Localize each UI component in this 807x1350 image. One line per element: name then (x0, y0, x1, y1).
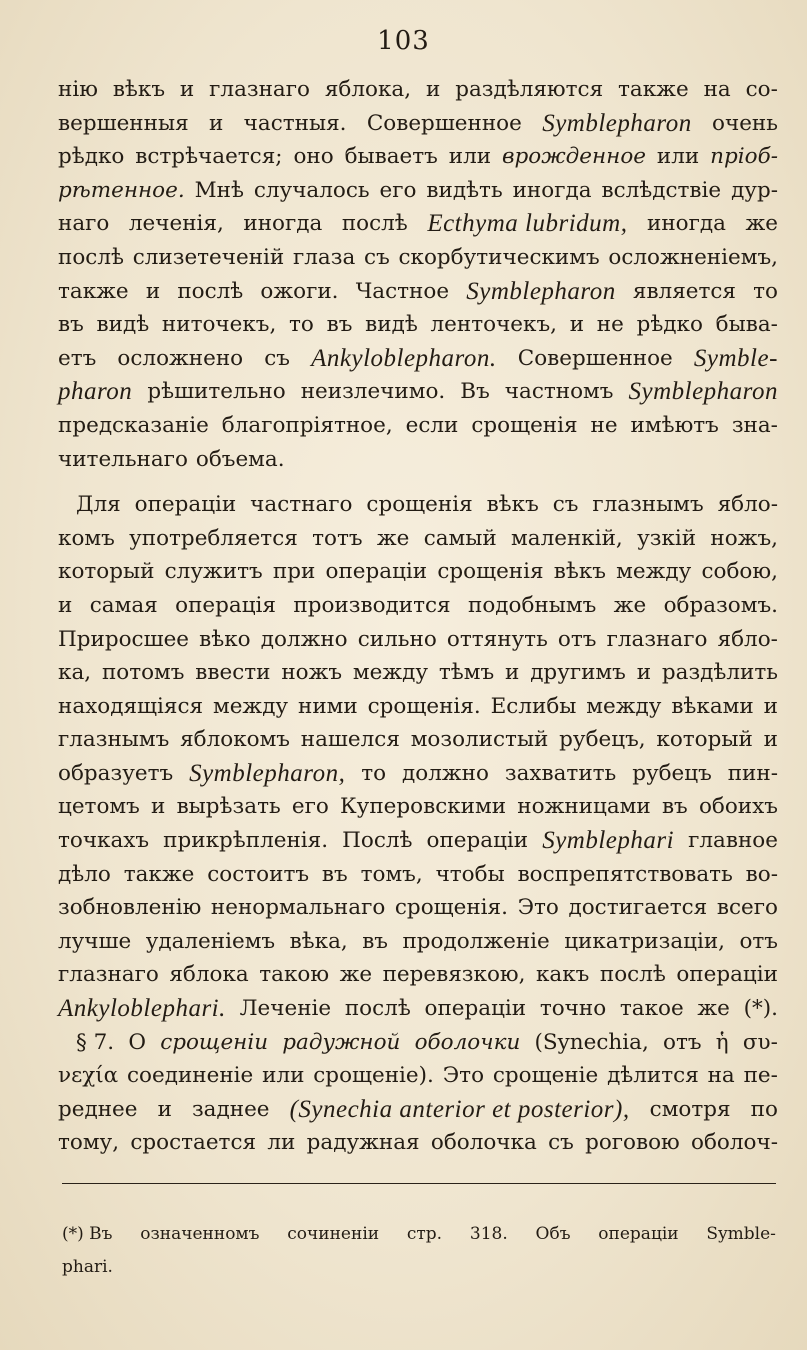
word: ввести (195, 660, 271, 686)
word: срощенія. (394, 895, 508, 921)
body-line (58, 1126, 778, 1160)
word: же (339, 962, 373, 988)
latin-term: Symblepharon, (189, 759, 346, 787)
body-line (58, 623, 778, 657)
word: такою (259, 962, 330, 988)
word: комъ (58, 525, 115, 551)
word: во- (745, 861, 778, 887)
word: вершенныя (58, 110, 189, 136)
word: также (58, 278, 129, 304)
word: прикрѣпленія. (163, 828, 329, 854)
word: или (262, 1063, 305, 1089)
word: и (425, 77, 441, 102)
word: О (128, 1029, 146, 1055)
word: глазнаго (58, 962, 159, 988)
word: операціи (424, 996, 527, 1022)
word: дур- (731, 177, 778, 203)
word: яблока, (324, 77, 412, 102)
word: (*) Въ (62, 1224, 113, 1244)
word: же (613, 592, 647, 618)
word: такое (619, 996, 684, 1022)
word: собою, (701, 559, 778, 585)
body-line (58, 443, 778, 477)
word: операціи (325, 559, 428, 585)
paragraph-break (58, 476, 778, 488)
word: какъ (535, 962, 590, 988)
word: должно (260, 626, 348, 652)
word: чительнаго (58, 446, 188, 472)
word: точкахъ (58, 828, 150, 854)
word: вѣками (671, 693, 754, 719)
body-line (58, 1059, 778, 1093)
word: то (289, 312, 314, 338)
word: Послѣ (342, 828, 413, 854)
word: оно (293, 144, 334, 170)
word: иногда (646, 211, 726, 237)
word: дѣлится (607, 1063, 699, 1089)
word: ябло- (717, 626, 778, 652)
word: и (151, 794, 166, 820)
word: отъ (739, 928, 778, 954)
body-line (58, 757, 778, 791)
word: ожоги. (260, 278, 339, 304)
word: срощенія (471, 412, 578, 438)
body-line (58, 308, 778, 342)
word: встрѣчается; (135, 144, 283, 170)
word: съ (548, 1130, 574, 1156)
word: рѣшительно (147, 379, 286, 405)
word: стр. (406, 1224, 443, 1244)
word: который (656, 727, 753, 753)
word: не (590, 412, 618, 438)
word: Совершенное (366, 110, 522, 136)
body-line (58, 342, 778, 376)
word: сростается (130, 1130, 257, 1156)
word: видѣть (426, 177, 503, 203)
word: ли (267, 1130, 296, 1156)
word: рубецъ, (559, 727, 646, 753)
word: послѣ (58, 244, 124, 270)
word: же (376, 525, 410, 551)
word: Совершенное (517, 345, 673, 371)
word: и (145, 278, 161, 304)
word: въ (362, 928, 388, 954)
word: зна- (731, 412, 778, 438)
word: послѣ (599, 962, 666, 988)
word: должно (402, 760, 489, 786)
body-line (58, 140, 778, 174)
word: въ (326, 312, 353, 338)
word: тотъ (312, 525, 363, 551)
word: вслѣдствіе (601, 177, 722, 203)
word: захватить (504, 760, 617, 786)
word: реднее (58, 1096, 138, 1122)
word: съ (552, 492, 579, 518)
word: Это (442, 1063, 485, 1089)
word: оболочка (430, 1130, 537, 1156)
word: оболоч- (691, 1130, 778, 1156)
word: яблока (169, 962, 249, 988)
word: дѣло (58, 861, 111, 887)
body-line (58, 1026, 778, 1060)
word: узкій (637, 525, 697, 551)
word: то (361, 760, 387, 786)
body-line (58, 409, 778, 443)
word: вѣкъ (486, 492, 539, 518)
body-line (58, 992, 778, 1026)
word: (Synechia, (534, 1029, 649, 1055)
word: тому, (58, 1130, 120, 1156)
word: ка, (58, 660, 92, 686)
word: ножъ (281, 660, 343, 686)
word: видѣ (365, 312, 418, 338)
body-line (58, 1093, 778, 1127)
word: и (763, 727, 778, 753)
latin-term: Ankyloblepharon. (311, 344, 497, 372)
word: § 7. (76, 1029, 115, 1055)
word: заднее (191, 1096, 270, 1122)
word: то (753, 278, 778, 304)
word: Частное (355, 278, 450, 304)
word: или (656, 144, 700, 170)
word: главное (688, 828, 778, 854)
word: пин- (727, 760, 778, 786)
latin-term: Symblepharon (542, 109, 692, 137)
body-line (58, 555, 778, 589)
body-line (58, 858, 778, 892)
page-number: 103 (377, 26, 430, 56)
word: срощенія. (367, 693, 481, 719)
word: наго (58, 211, 110, 237)
word: объема. (195, 446, 285, 472)
word: маленкій, (511, 525, 623, 551)
footnote (62, 1218, 776, 1284)
word: продолженіе (402, 928, 550, 954)
word: смотря (649, 1096, 731, 1122)
word: пе- (743, 1063, 778, 1089)
word: тѣмъ (438, 660, 495, 686)
main-text (58, 73, 778, 1160)
word: Symble- (706, 1224, 776, 1244)
word: и (505, 660, 520, 686)
word: же (745, 211, 778, 237)
word: если (405, 412, 459, 438)
word: его (379, 177, 417, 203)
word: вѣкъ (112, 77, 166, 102)
word: слизетеченій (132, 244, 285, 270)
word: со- (745, 77, 778, 102)
word: операціи (598, 1224, 679, 1244)
word: достигается (568, 895, 708, 921)
word: глазнаго (606, 626, 708, 652)
word: операціи (134, 492, 237, 518)
word: и (179, 77, 195, 102)
word: между (616, 559, 692, 585)
word: сильно (357, 626, 437, 652)
word: воспрепятствовать (517, 861, 733, 887)
word: частнаго (250, 492, 353, 518)
word: послѣ (344, 996, 411, 1022)
word: рубецъ (632, 760, 712, 786)
word: осложнено (117, 345, 244, 371)
word: томъ, (360, 861, 423, 887)
word: ними (298, 693, 358, 719)
word: который (58, 559, 155, 585)
word: лучше (58, 928, 132, 954)
word: ножъ, (710, 525, 778, 551)
word: между (586, 693, 662, 719)
latin-term: (Synechia anterior et posterior), (289, 1095, 630, 1123)
latin-term: Symblephari (542, 827, 675, 855)
latin-term: Ankyloblephari. (58, 995, 226, 1023)
word: операціи (676, 962, 778, 988)
word: Объ (535, 1224, 571, 1244)
word: срощеніе). (313, 1063, 434, 1089)
word: по (750, 1096, 778, 1122)
word: срощенія (437, 559, 544, 585)
word: ниточекъ, (161, 312, 277, 338)
word: перевязкою, (382, 962, 526, 988)
word: въ (321, 861, 348, 887)
word: благопріятное, (221, 412, 393, 438)
word: глаза (293, 244, 356, 270)
body-line (58, 958, 778, 992)
word: иногда (243, 211, 323, 237)
word: не (596, 312, 624, 338)
word: и (636, 660, 652, 686)
body-line (58, 824, 778, 858)
word: вѣкъ (553, 559, 606, 585)
word: срощенія (366, 492, 473, 518)
word: находящіяся (58, 693, 204, 719)
word: частномъ (504, 379, 614, 405)
word: потомъ (101, 660, 185, 686)
footnote-line (62, 1218, 776, 1251)
word: предсказаніе (58, 412, 209, 438)
word: скорбутическимъ (398, 244, 600, 270)
word: Куперовскими (340, 794, 507, 820)
word: ἡ (715, 1029, 729, 1055)
word: и (208, 110, 224, 136)
word: очень (712, 110, 778, 136)
latin-term: Symble- (693, 344, 778, 372)
word: же (697, 996, 730, 1022)
body-line (58, 790, 778, 824)
word: соединеніе (127, 1063, 254, 1089)
word: рѣдко (58, 144, 125, 170)
body-line (58, 656, 778, 690)
word: удаленіемъ (145, 928, 276, 954)
footnote-divider (62, 1183, 776, 1184)
word: на (703, 77, 731, 102)
word: врожденное (502, 144, 647, 170)
word: бываетъ (344, 144, 438, 170)
word: также (618, 77, 689, 102)
word: состоитъ (207, 861, 310, 887)
word: мозолистый (410, 727, 549, 753)
word: въ (661, 794, 688, 820)
body-line (58, 207, 778, 241)
body-line (58, 589, 778, 623)
word: ножницами (517, 794, 651, 820)
word: нашелся (300, 727, 400, 753)
word: употребляется (129, 525, 298, 551)
word: νεχία (58, 1063, 119, 1089)
word: и (157, 1096, 172, 1122)
word: συ- (742, 1029, 778, 1055)
word: точно (539, 996, 607, 1022)
body-line (58, 723, 778, 757)
word: глазнымъ (592, 492, 704, 518)
word: сочиненіи (287, 1224, 380, 1244)
body-line (58, 690, 778, 724)
footnote-line (62, 1251, 776, 1284)
word: является (632, 278, 736, 304)
word: phari. (62, 1257, 113, 1277)
word: осложненіемъ, (608, 244, 778, 270)
latin-term: pharon (58, 378, 133, 406)
word: производится (293, 592, 451, 618)
word: его (291, 794, 329, 820)
word: срощеніи (160, 1029, 269, 1055)
word: или (448, 144, 492, 170)
word: вѣка, (289, 928, 348, 954)
word: 318. (469, 1224, 508, 1244)
word: въ (58, 312, 84, 338)
word: яблокомъ (180, 727, 290, 753)
word: нію (58, 77, 98, 102)
word: означенномъ (140, 1224, 260, 1244)
word: Въ (460, 379, 490, 405)
word: цикатризаціи, (564, 928, 726, 954)
body-line (58, 891, 778, 925)
body-line (58, 375, 778, 409)
word: пріоб- (710, 144, 778, 170)
word: глазнымъ (58, 727, 170, 753)
word: образомъ. (663, 592, 778, 618)
word: глазнаго (209, 77, 310, 102)
word: между (212, 693, 289, 719)
word: оболочки (414, 1029, 521, 1055)
body-line (58, 174, 778, 208)
word: чтобы (435, 861, 505, 887)
word: видѣ (96, 312, 150, 338)
word: радужной (282, 1029, 401, 1055)
word: ябло- (717, 492, 778, 518)
word: всего (716, 895, 778, 921)
word: рѣдко (636, 312, 703, 338)
word: подобнымъ (468, 592, 597, 618)
word: раздѣляются (455, 77, 604, 102)
word: ненормальнаго (210, 895, 386, 921)
word: операціи (426, 828, 529, 854)
word: и (569, 312, 585, 338)
word: на (707, 1063, 735, 1089)
word: неизлечимо. (300, 379, 446, 405)
word: цетомъ (58, 794, 140, 820)
word: Приросшее (58, 626, 190, 652)
word: послѣ (341, 211, 408, 237)
body-line (58, 275, 778, 309)
word: Это (517, 895, 559, 921)
word: Еслибы (490, 693, 577, 719)
word: леченія, (128, 211, 224, 237)
word: съ (264, 345, 290, 371)
word: послѣ (177, 278, 244, 304)
word: быва- (715, 312, 778, 338)
word: Для (76, 492, 121, 518)
word: раздѣлить (661, 660, 778, 686)
word: служитъ (164, 559, 263, 585)
word: роговою (585, 1130, 680, 1156)
latin-term: Symblepharon (466, 277, 616, 305)
word: между (352, 660, 429, 686)
word: иногда (512, 177, 592, 203)
word: Леченіе (239, 996, 332, 1022)
word: и (58, 592, 73, 618)
word: рѣтенное. (58, 177, 185, 203)
word: случалось (253, 177, 370, 203)
latin-term: Symblepharon (628, 378, 778, 406)
word: ленточекъ, (430, 312, 557, 338)
word: вырѣзать (176, 794, 281, 820)
word: зобновленію (58, 895, 202, 921)
word: съ (364, 244, 390, 270)
body-line (58, 925, 778, 959)
word: другимъ (530, 660, 626, 686)
body-line (58, 241, 778, 275)
word: Мнѣ (194, 177, 244, 203)
word: срощеніе (492, 1063, 599, 1089)
word: самая (89, 592, 158, 618)
body-line (58, 522, 778, 556)
word: отъ (557, 626, 597, 652)
body-line (58, 107, 778, 141)
word: также (123, 861, 195, 887)
word: и (763, 693, 778, 719)
word: операція (175, 592, 276, 618)
word: радужная (306, 1130, 420, 1156)
word: имѣютъ (630, 412, 719, 438)
word: отъ (663, 1029, 702, 1055)
body-line (58, 488, 778, 522)
word: оттянуть (446, 626, 548, 652)
word: етъ (58, 345, 97, 371)
word: самый (423, 525, 497, 551)
word: (*). (743, 996, 778, 1022)
word: частныя. (243, 110, 347, 136)
word: при (272, 559, 316, 585)
word: обоихъ (698, 794, 778, 820)
word: вѣко (199, 626, 251, 652)
latin-term: Ecthyma lubridum, (427, 210, 628, 238)
word: образуетъ (58, 760, 174, 786)
body-line (58, 73, 778, 107)
